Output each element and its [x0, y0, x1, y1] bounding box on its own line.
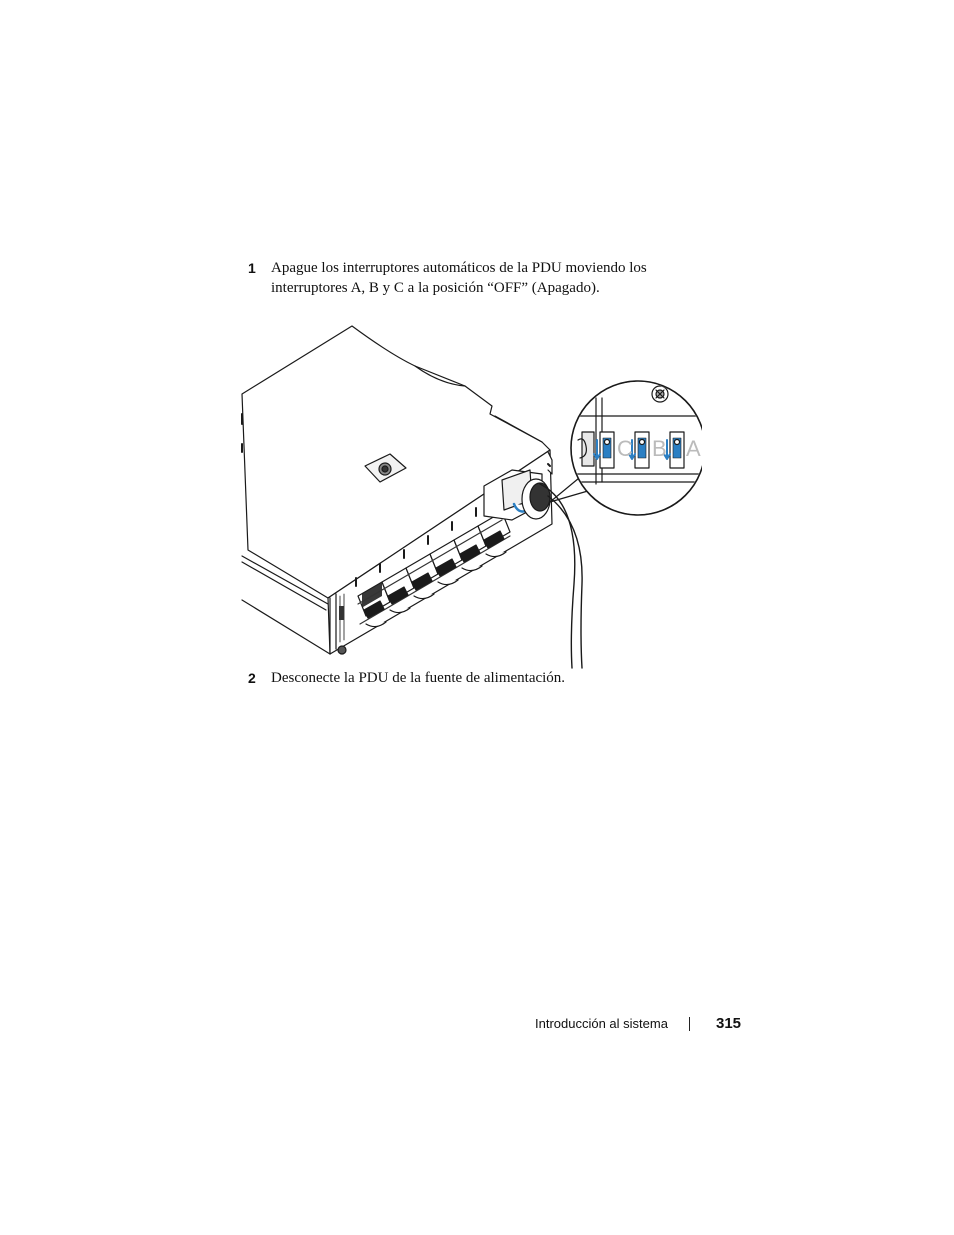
footer-separator	[689, 1017, 690, 1031]
breaker-label-a: A	[686, 436, 701, 461]
breaker-label-c: C	[617, 436, 633, 461]
breaker-label-b: B	[652, 436, 667, 461]
breaker-callout	[570, 380, 702, 520]
step-number: 1	[248, 260, 256, 276]
step-number: 2	[248, 670, 256, 686]
step-text: Desconecte la PDU de la fuente de alimentación.	[271, 670, 566, 686]
page-number: 315	[716, 1015, 742, 1032]
pdu-illustration	[240, 324, 702, 670]
step-text: Apague los interruptores automáticos de la PDU moviendo los interruptores A, B y C a la posición “OFF” (Apagado).	[271, 260, 647, 296]
footer-section-title: Introducción al sistema	[535, 1016, 668, 1031]
